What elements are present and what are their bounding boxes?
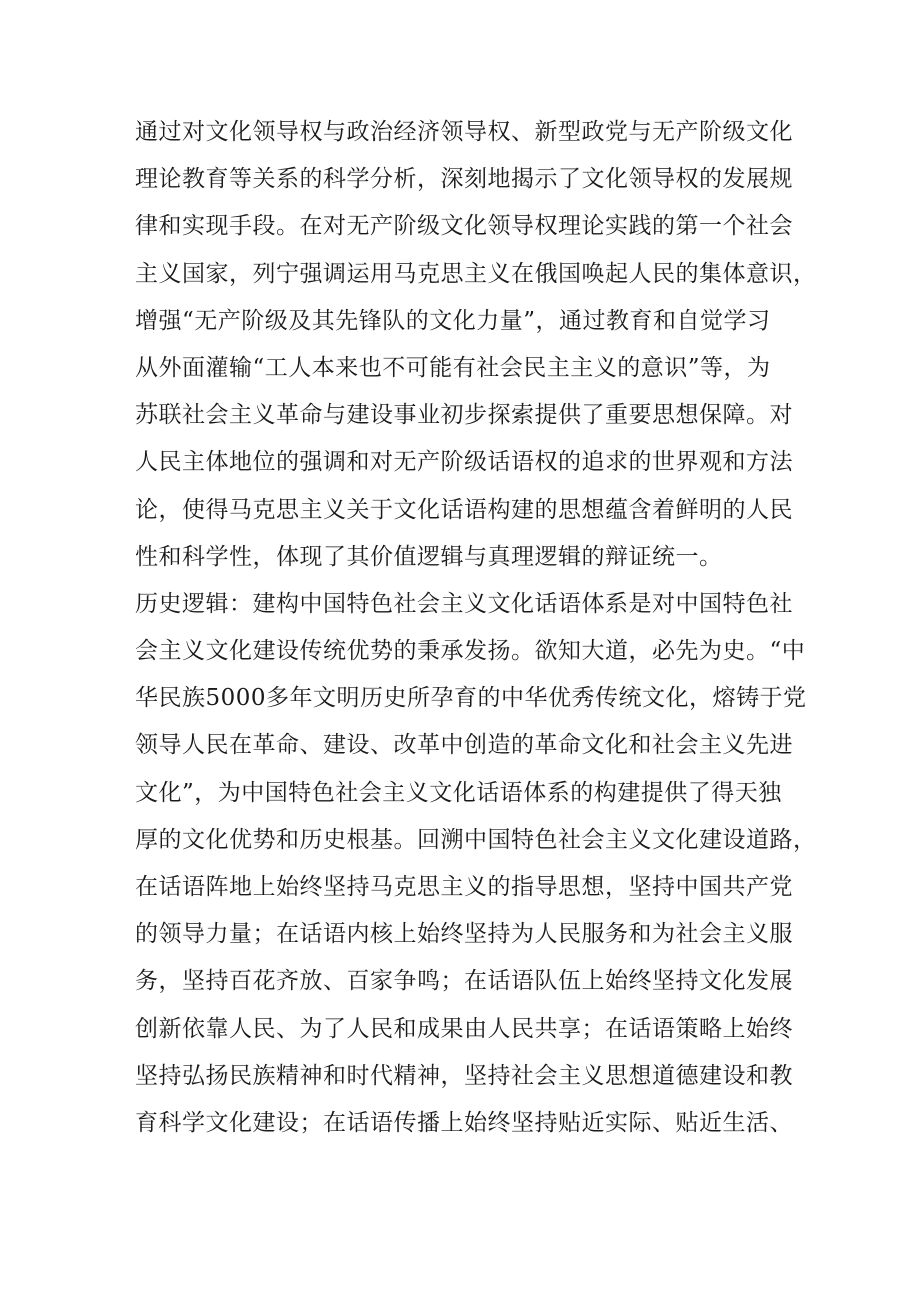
- text-line: 人民主体地位的强调和对无产阶级话语权的追求的世界观和方法: [135, 449, 793, 476]
- text-line: 主义国家，列宁强调运用马克思主义在俄国唤起人民的集体意识，: [135, 260, 817, 287]
- text-line: 的领导力量；在话语内核上始终坚持为人民服务和为社会主义服: [135, 921, 793, 948]
- text-line: 厚的文化优势和历史根基。回溯中国特色社会主义文化建设道路，: [135, 826, 817, 853]
- text-line: 论，使得马克思主义关于文化话语构建的思想蕴含着鲜明的人民: [135, 496, 793, 523]
- text-line: 华民族5000多年文明历史所孕育的中华优秀传统文化，熔铸于党: [135, 685, 807, 712]
- text-line: 从外面灌输“工人本来也不可能有社会民主主义的意识”等，为: [135, 354, 771, 381]
- text-line: 务，坚持百花齐放、百家争鸣；在话语队伍上始终坚持文化发展: [135, 968, 793, 995]
- text-line: 领导人民在革命、建设、改革中创造的革命文化和社会主义先进: [135, 732, 793, 759]
- text-line: 会主义文化建设传统优势的秉承发扬。欲知大道，必先为史。“中: [135, 638, 806, 665]
- text-line: 通过对文化领导权与政治经济领导权、新型政党与无产阶级文化: [135, 119, 793, 145]
- text-line: 理论教育等关系的科学分析，深刻地揭示了文化领导权的发展规: [135, 166, 793, 193]
- text-line: 创新依靠人民、为了人民和成果由人民共享；在话语策略上始终: [135, 1015, 793, 1042]
- text-line: 文化”，为中国特色社会主义文化话语体系的构建提供了得天独: [135, 779, 782, 806]
- document-text: [0, 114, 920, 1152]
- text-line: 性和科学性，体现了其价值逻辑与真理逻辑的辩证统一。: [135, 543, 723, 570]
- text-line: 律和实现手段。在对无产阶级文化领导权理论实践的第一个社会: [135, 213, 793, 240]
- text-line: 在话语阵地上始终坚持马克思主义的指导思想，坚持中国共产党: [135, 874, 793, 900]
- text-line: 增强“无产阶级及其先锋队的文化力量”，通过教育和自觉学习: [135, 307, 771, 334]
- text-line: 坚持弘扬民族精神和时代精神，坚持社会主义思想道德建设和教: [135, 1062, 793, 1089]
- text-line: 育科学文化建设；在话语传播上始终坚持贴近实际、贴近生活、: [135, 1109, 793, 1136]
- text-line: 苏联社会主义革命与建设事业初步探索提供了重要思想保障。对: [135, 402, 793, 429]
- section-heading-line: 历史逻辑：建构中国特色社会主义文化话语体系是对中国特色社: [135, 590, 793, 617]
